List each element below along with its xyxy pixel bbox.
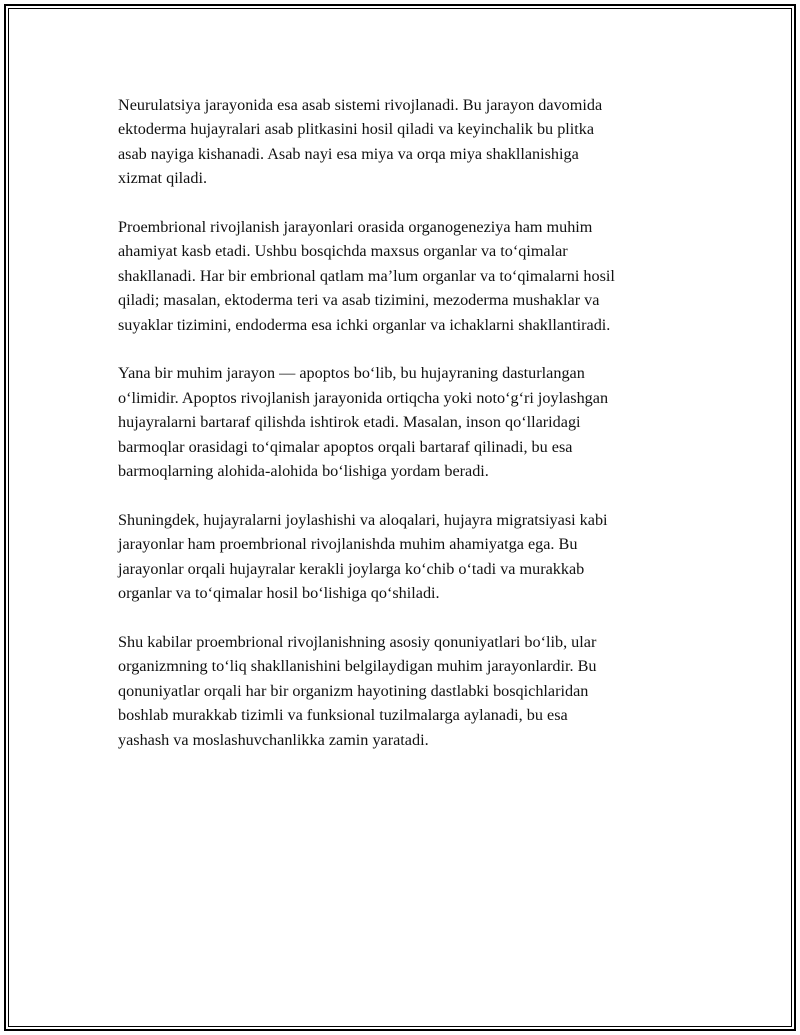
text-line: organizmning to‘liq shakllanishini belgilaydigan muhim jarayonlardir. Bu [118,657,597,676]
text-line: jarayonlar ham proembrional rivojlanishda muhim ahamiyatga ega. Bu [118,535,578,554]
paragraph-neurulation [118,93,698,191]
text-line: organlar va to‘qimalar hosil bo‘lishiga qo‘shiladi. [118,584,440,603]
text-line: o‘limidir. Apoptos rivojlanish jarayonida ortiqcha yoki noto‘g‘ri joylashgan [118,388,609,407]
text-line: Proembrional rivojlanish jarayonlari orasida organogeneziya ham muhim [118,218,593,237]
text-line: hujayralarni bartaraf qilishda ishtirok etadi. Masalan, inson qo‘llaridagi [118,413,581,432]
text-line: boshlab murakkab tizimli va funksional tuzilmalarga aylanadi, bu esa [118,706,568,725]
text-line: ahamiyat kasb etadi. Ushbu bosqichda maxsus organlar va to‘qimalar [118,242,568,261]
text-line: asab nayiga kishanadi. Asab nayi esa miya va orqa miya shakllanishiga [118,144,579,163]
paragraph-conclusion [118,630,698,752]
text-line: shakllanadi. Har bir embrional qatlam ma’lum organlar va to‘qimalarni hosil [118,266,615,285]
document-body [118,93,698,776]
text-line: Shuningdek, hujayralarni joylashishi va aloqalari, hujayra migratsiyasi kabi [118,510,608,529]
text-line: Neurulatsiya jarayonida esa asab sistemi rivojlanadi. Bu jarayon davomida [118,96,603,114]
paragraph-organogenesis [118,215,698,337]
text-line: Yana bir muhim jarayon — apoptos bo‘lib, bu hujayraning dasturlangan [118,364,585,383]
text-line: barmoqlar orasidagi to‘qimalar apoptos orqali bartaraf qilinadi, bu esa [118,437,573,456]
paragraph-apoptosis [118,361,698,483]
text-line: xizmat qiladi. [118,169,208,188]
text-line: suyaklar tizimini, endoderma esa ichki organlar va ichaklarni shakllantiradi. [118,315,611,334]
paragraph-cell-migration [118,508,698,606]
text-line: qiladi; masalan, ektoderma teri va asab tizimini, mezoderma mushaklar va [118,291,600,310]
text-line: Shu kabilar proembrional rivojlanishning asosiy qonuniyatlari bo‘lib, ular [118,632,597,651]
text-line: barmoqlarning alohida-alohida bo‘lishiga yordam beradi. [118,462,489,481]
text-line: jarayonlar orqali hujayralar kerakli joylarga ko‘chib o‘tadi va murakkab [118,559,585,578]
text-line: yashash va moslashuvchanlikka zamin yaratadi. [118,730,429,749]
text-line: qonuniyatlar orqali har bir organizm hayotining dastlabki bosqichlaridan [118,681,589,700]
text-line: ektoderma hujayralari asab plitkasini hosil qiladi va keyinchalik bu plitka [118,120,595,139]
